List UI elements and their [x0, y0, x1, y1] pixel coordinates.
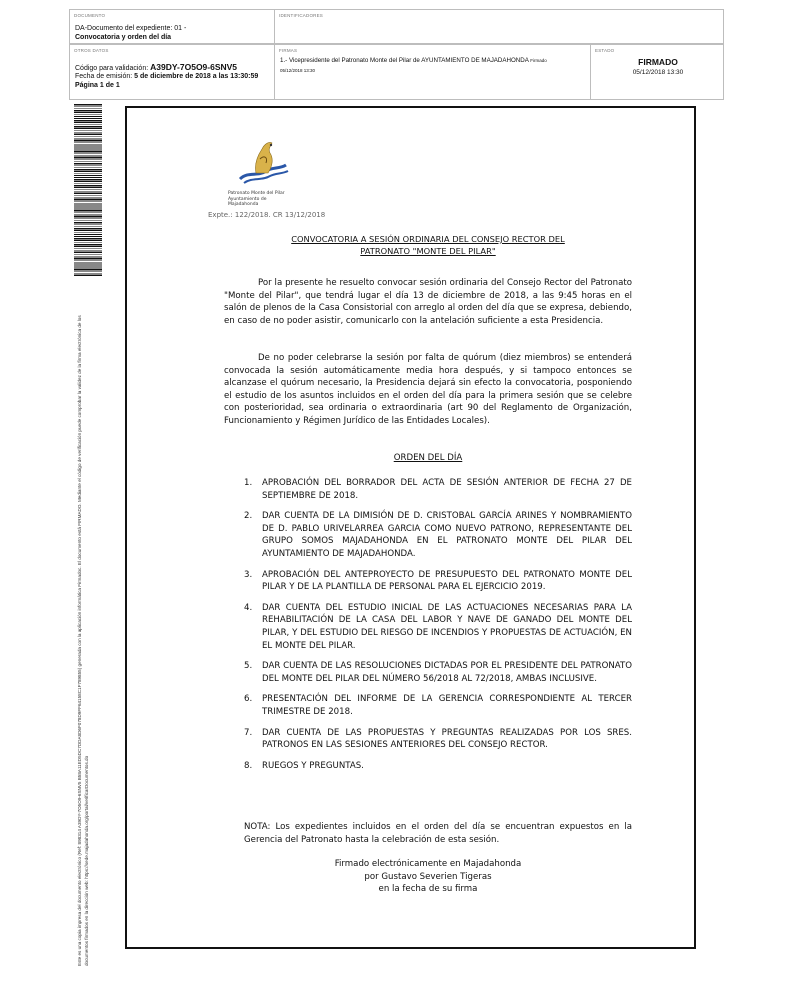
signature-line1: Firmado electrónicamente en Majadahonda	[334, 859, 522, 869]
list-item	[244, 569, 632, 594]
list-item	[244, 510, 632, 560]
signature-line3: en la fecha de su firma	[378, 884, 478, 895]
logo-line1: Patronato Monte del Pilar	[228, 191, 285, 196]
agenda-list	[244, 477, 632, 780]
logo-emblem-icon	[226, 135, 296, 187]
estado-cell	[590, 44, 724, 100]
pagina: Página 1 de 1	[75, 82, 120, 89]
firma-entry	[280, 57, 588, 65]
estado-date: 05/12/2018 13:30	[632, 69, 684, 76]
item-number: 3.	[244, 569, 253, 580]
item-text: DAR CUENTA DE LAS PROPUESTAS Y PREGUNTAS REALIZADAS POR LOS SRES. PATRONOS EN LAS SESIONES ANTERIORES DEL CONSEJO RECTOR.	[262, 727, 632, 751]
orden-del-dia-title: ORDEN DEL DÍA	[393, 453, 463, 463]
documento-line2: Convocatoria y orden del día	[75, 34, 172, 41]
fecha-emision	[75, 72, 258, 81]
firma-text: 1.- Vicepresidente del Patronato Monte del Pilar de AYUNTAMIENTO DE MAJADAHONDA	[280, 57, 529, 64]
list-item	[244, 727, 632, 752]
list-item	[244, 602, 632, 652]
document-title	[224, 233, 632, 257]
list-item	[244, 760, 632, 773]
side-verification-note: Este es una copia impresa del documento electrónico (Ref: 898314 A39DY-7O5O9-6SNV5 B58A11ED5DC7DDA8D6F078D9FF64158C1F789855) generada con la aplicación informática Firmadoc. El documento está FIRMADO. Mediante el código de verificación puede comprobar la validez de la firma electrónica de los documentos firmados en la dirección web: https://sede.majadahonda.org/portal/verificarDocumentos.do	[77, 315, 89, 966]
emision-prefix: Fecha de emisión:	[75, 73, 135, 80]
nota: NOTA: Los expedientes incluidos en el orden del día se encuentran expuestos en la Gerencia del Patronato hasta la celebración de esta sesión.	[244, 822, 632, 845]
estado-label: ESTADO	[595, 48, 615, 53]
codigo-prefix: Código para validación:	[75, 65, 151, 72]
item-text: PRESENTACIÓN DEL INFORME DE LA GERENCIA CORRESPONDIENTE AL TERCER TRIMESTRE DE 2018.	[262, 694, 632, 717]
item-number: 8.	[244, 760, 253, 771]
item-text: APROBACIÓN DEL ANTEPROYECTO DE PRESUPUESTO DEL PATRONATO MONTE DEL PILAR Y DE LA PLANTILLA DE PERSONAL PARA EL EJERCICIO 2019.	[262, 569, 632, 593]
item-text: DAR CUENTA DE LAS RESOLUCIONES DICTADAS POR EL PRESIDENTE DEL PATRONATO DEL MONTE DEL PILAR DEL NÚMERO 56/2018 AL 72/2018, AMBAS INCLUSIVE.	[262, 661, 632, 684]
otros-datos-cell	[69, 44, 275, 100]
identificadores-cell	[274, 9, 724, 44]
codigo-value: A39DY-7O5O9-6SNV5	[150, 62, 238, 72]
logo-line2: Ayuntamiento de Majadahonda	[228, 196, 267, 207]
firmas-cell	[274, 44, 591, 100]
list-item	[244, 693, 632, 718]
identificadores-label: IDENTIFICADORES	[279, 13, 324, 18]
barcode	[74, 104, 102, 276]
title-line2: PATRONATO "MONTE DEL PILAR"	[360, 246, 496, 256]
list-item	[244, 660, 632, 685]
documento-cell	[69, 9, 275, 44]
otros-datos-label: OTROS DATOS	[74, 48, 109, 53]
emision-value: 5 de diciembre de 2018 a las 13:30:59	[134, 73, 259, 80]
firma-date: 05/12/2018 13:30	[280, 68, 316, 73]
signature-line2: por Gustavo Severien Tigeras	[364, 871, 492, 882]
list-item	[244, 477, 632, 502]
item-number: 2.	[244, 511, 253, 522]
item-text: APROBACIÓN DEL BORRADOR DEL ACTA DE SESIÓN ANTERIOR DE FECHA 27 DE SEPTIEMBRE DE 2018.	[262, 478, 632, 501]
item-number: 4.	[244, 602, 253, 613]
item-number: 6.	[244, 694, 253, 705]
title-line1: CONVOCATORIA A SESIÓN ORDINARIA DEL CONSEJO RECTOR DEL	[291, 234, 565, 244]
item-text: DAR CUENTA DEL ESTUDIO INICIAL DE LAS ACTUACIONES NECESARIAS PARA LA REHABILITACIÓN DE LA CASA DEL LABOR Y NAVE DE GANADO DEL MONTE DEL PILAR, Y DEL ESTUDIO DEL RIESGO DE INCENDIOS Y PROPUESTAS DE ACTUACIÓN, EN EL MONTE DEL PILAR.	[262, 602, 632, 651]
item-number: 1.	[244, 478, 253, 488]
item-text: DAR CUENTA DE LA DIMISIÓN DE D. CRISTOBAL GARCÍA ARINES Y NOMBRAMIENTO DE D. PABLO URIVELARREA GARCIA COMO NUEVO PATRONO, REPRESENTANTE DEL GRUPO SOMOS MAJADAHONDA EN EL PATRONATO MONTE DEL PILAR DEL AYUNTAMIENTO DE MAJADAHONDA.	[262, 511, 632, 559]
paragraph-2: De no poder celebrarse la sesión por falta de quórum (diez miembros) se entenderá convocada la sesión automáticamente media hora después, y si tampoco entonces se alcanzase el quórum necesario, la Presidencia dejará sin efecto la convocatoria, posponiendo el estudio de los asuntos incluidos en el orden del día para la primera sesión que se celebre con posterioridad, sea ordinaria o extraordinaria (art 90 del Reglamento de Organización, Funcionamiento y Régimen Jurídico de las Entidades Locales).	[224, 353, 632, 426]
item-number: 5.	[244, 661, 253, 672]
signature-block	[224, 858, 632, 896]
documento-line1: DA-Documento del expediente: 01 -	[75, 25, 187, 32]
logo-text	[228, 191, 296, 208]
estado-value: FIRMADO	[638, 57, 678, 67]
firma-suffix: Firmado	[530, 58, 547, 63]
paragraph-1: Por la presente he resuelto convocar sesión ordinaria del Consejo Rector del Patronato "Monte del Pilar", que tendrá lugar el día 13 de diciembre de 2018, a las 9:45 horas en el salón de plenos de la Casa Consistorial con arreglo al orden del día que se expresa, debiendo, en caso de no poder asistir, comunicarlo con la antelación suficiente a esta Presidencia.	[224, 278, 632, 326]
item-number: 7.	[244, 727, 253, 738]
item-text: RUEGOS Y PREGUNTAS.	[262, 760, 364, 771]
patronato-logo	[226, 135, 296, 207]
firmas-label: FIRMAS	[279, 48, 298, 53]
documento-label: DOCUMENTO	[74, 13, 106, 18]
expediente-ref: Expte.: 122/2018. CR 13/12/2018	[208, 211, 326, 219]
